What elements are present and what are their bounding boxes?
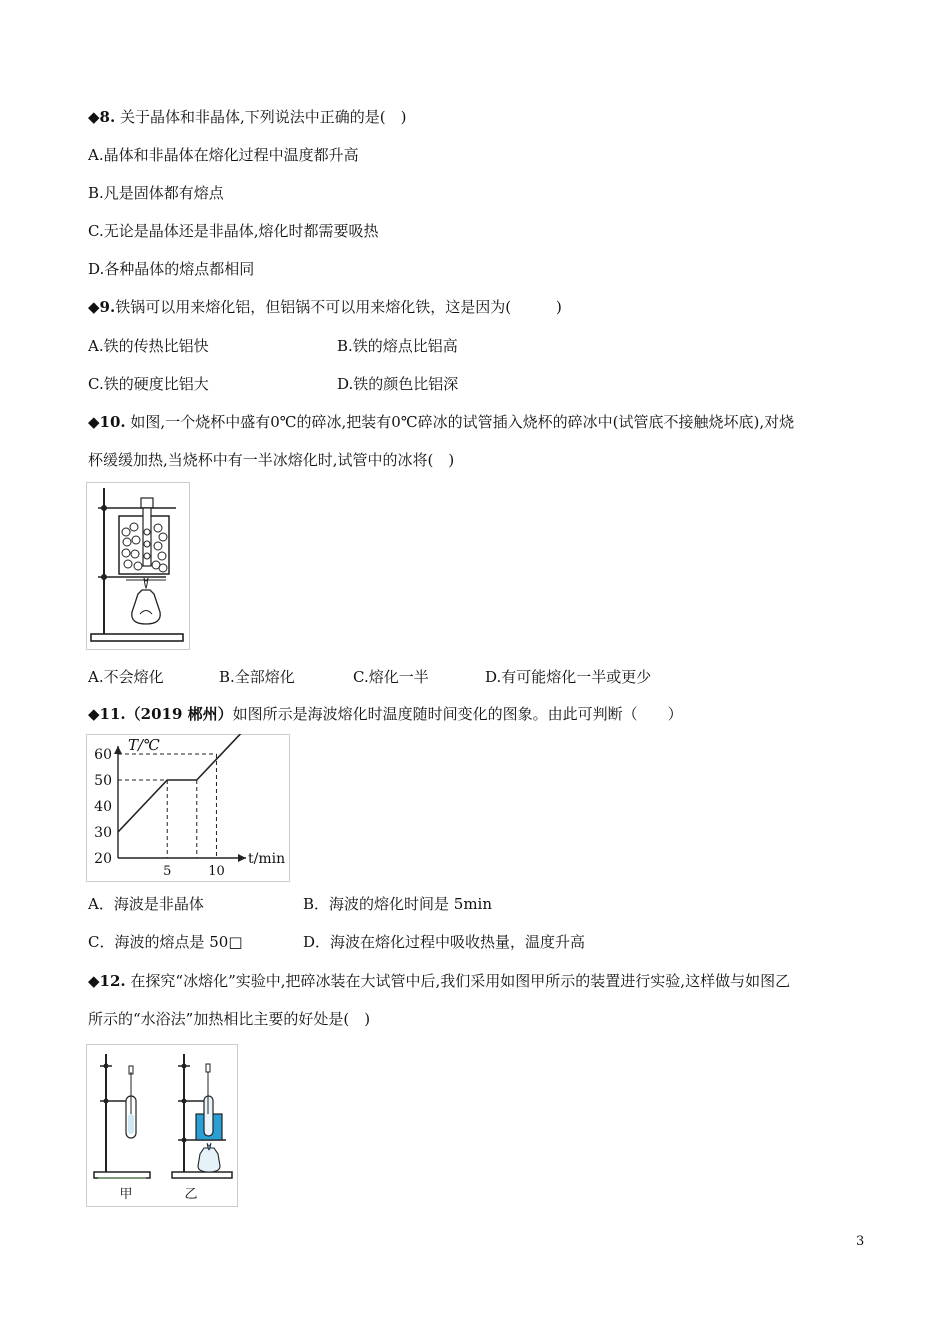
q11-option-a: A．海波是非晶体 — [88, 895, 204, 913]
q8-number: ◆8. — [88, 108, 116, 126]
label-jia: 甲 — [119, 1187, 133, 1202]
q12-text-1: 在探究“冰熔化”实验中,把碎冰装在大试管中后,我们采用如图甲所示的装置进行实验,这样做与如图乙 — [130, 972, 791, 990]
q8-option-b: B.凡是固体都有熔点 — [88, 184, 224, 202]
x-tick-label: 10 — [208, 864, 225, 879]
q12-number: ◆12. — [88, 972, 126, 990]
q11-source: （2019 郴州） — [125, 705, 233, 723]
q10-option-d: D.有可能熔化一半或更少 — [485, 668, 652, 686]
q11-number: ◆11. — [88, 705, 126, 723]
q10-option-a: A.不会熔化 — [88, 668, 164, 686]
q9-option-c: C.铁的硬度比铝大 — [88, 375, 209, 393]
q11-option-c: C．海波的熔点是 50□ — [88, 933, 243, 951]
q8-text: 关于晶体和非晶体,下列说法中正确的是( ) — [119, 108, 407, 126]
q11-option-b: B．海波的熔化时间是 5min — [303, 895, 493, 913]
x-axis-label: t/min — [248, 851, 286, 867]
q9-option-d: D.铁的颜色比铝深 — [337, 375, 459, 393]
q10-stem-line2: 杯缓缓加热,当烧杯中有一半冰熔化时,试管中的冰将( ) — [88, 451, 455, 469]
y-tick-label: 20 — [94, 851, 112, 867]
q10-option-c: C.熔化一半 — [353, 668, 429, 686]
q10-option-b: B.全部熔化 — [219, 668, 295, 686]
y-tick-label: 50 — [94, 773, 112, 789]
x-tick-label: 5 — [163, 864, 172, 879]
q10-stem-line1 — [88, 412, 794, 432]
q8-option-a: A.晶体和非晶体在熔化过程中温度都升高 — [88, 146, 359, 164]
q8-stem — [88, 107, 406, 127]
heating-setups-figure — [86, 1044, 238, 1207]
q11-option-d: D．海波在熔化过程中吸收热量，温度升高 — [303, 933, 586, 951]
page-number: 3 — [856, 1234, 865, 1249]
q12-stem-line1 — [88, 971, 790, 991]
y-tick-label: 30 — [94, 825, 112, 841]
q8-option-c: C.无论是晶体还是非晶体,熔化时都需要吸热 — [88, 222, 379, 240]
y-tick-label: 60 — [94, 747, 112, 763]
q9-number: ◆9. — [88, 298, 116, 316]
q9-stem — [88, 297, 562, 317]
y-tick-label: 40 — [94, 799, 112, 815]
q9-text: 铁锅可以用来熔化铝，但铝锅不可以用来熔化铁，这是因为( ) — [115, 298, 562, 316]
y-axis-label: T/℃ — [128, 736, 160, 754]
q10-text-1: 如图,一个烧杯中盛有0℃的碎冰,把装有0℃碎冰的试管插入烧杯的碎冰中(试管底不接触烧坏底),对烧 — [130, 413, 795, 431]
setup-jia-diagram — [94, 1054, 150, 1178]
setup-yi-diagram — [172, 1054, 232, 1178]
label-yi: 乙 — [184, 1187, 198, 1202]
chart-svg — [86, 734, 290, 882]
q8-option-d: D.各种晶体的熔点都相同 — [88, 260, 255, 278]
y-axis-arrow — [114, 746, 122, 754]
beaker-apparatus-figure — [86, 482, 190, 650]
q11-text: 如图所示是海波熔化时温度随时间变化的图象。由此可判断（ ） — [232, 705, 683, 723]
q12-stem-line2: 所示的“水浴法”加热相比主要的好处是( ) — [88, 1010, 371, 1028]
temperature-time-chart — [86, 734, 290, 886]
q9-option-b: B.铁的熔点比铝高 — [337, 337, 458, 355]
q9-option-a: A.铁的传热比铝快 — [88, 337, 209, 355]
q10-number: ◆10. — [88, 413, 126, 431]
x-axis-arrow — [238, 854, 246, 862]
q11-stem — [88, 704, 683, 724]
